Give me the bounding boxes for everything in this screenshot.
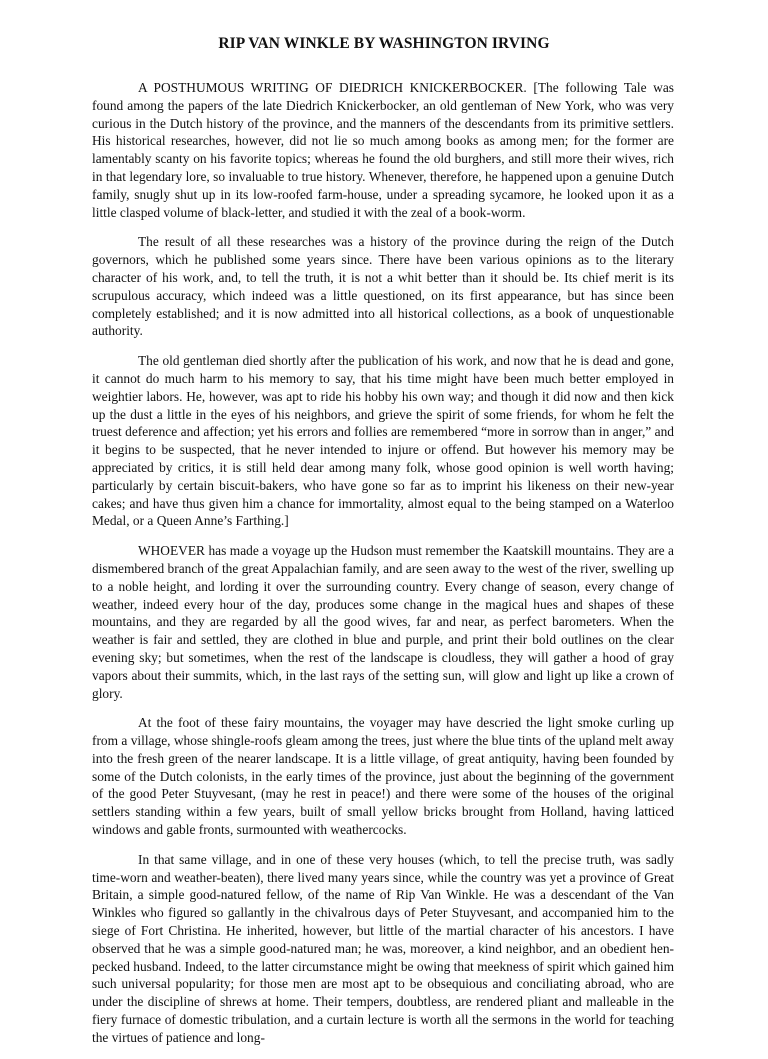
paragraph-3: The old gentleman died shortly after the publication of his work, and now that he is dead and gone, it cannot do much harm to his memory to say, that his time might have been much better employed in weightier labors. He, however, was apt to ride his hobby his own way; and though it did now and then kick up the dust a little in the eyes of his neighbors, and grieve the spirit of some friends, for whom he felt the truest deference and affection; yet his errors and follies are remembered “more in sorrow than in anger,” and it begins to be suspected, that he never intended to injure or offend. But however his memory may be appreciated by critics, it is still held dear among many folk, whose good opinion is well worth having; particularly by certain biscuit-bakers, who have gone so far as to imprint his likeness on their new-year cakes; and have thus given him a chance for immortality, almost equal to the being stamped on a Waterloo Medal, or a Queen Anne’s Farthing.] [92, 353, 674, 529]
paragraph-6: In that same village, and in one of these very houses (which, to tell the precise truth, was sadly time-worn and weather-beaten), there lived many years since, while the country was yet a province of Great Britain, a simple good-natured fellow, of the name of Rip Van Winkle. He was a descendant of the Van Winkles who figured so gallantly in the chivalrous days of Peter Stuyvesant, and accompanied him to the siege of Fort Christina. He inherited, however, but little of the martial character of his ancestors. I have observed that he was a simple good-natured man; he was, moreover, a kind neighbor, and an obedient hen-pecked husband. Indeed, to the latter circumstance might be owing that meekness of spirit which gained him such universal popularity; for those men are most apt to be obsequious and conciliating abroad, who are under the discipline of shrews at home. Their tempers, doubtless, are rendered pliant and malleable in the fiery furnace of domestic tribulation, and a curtain lecture is worth all the sermons in the world for teaching the virtues of patience and long- [92, 851, 674, 1045]
paragraph-2: The result of all these researches was a history of the province during the reign of the Dutch governors, which he published some years since. There have been various opinions as to the literary character of his work, and, to tell the truth, it is not a whit better than it should be. Its chief merit is its scrupulous accuracy, which indeed was a little questioned, on its first appearance, but has since been completely established; and it is now admitted into all historical collections, as a book of unquestionable authority. [92, 234, 674, 339]
paragraph-4: WHOEVER has made a voyage up the Hudson must remember the Kaatskill mountains. They are a dismembered branch of the great Appalachian family, and are seen away to the west of the river, swelling up to a noble height, and lording it over the surrounding country. Every change of season, every change of weather, indeed every hour of the day, produces some change in the magical hues and shapes of these mountains, and they are regarded by all the good wives, far and near, as perfect barometers. When the weather is fair and settled, they are clothed in blue and purple, and print their bold outlines on the clear evening sky; but sometimes, when the rest of the landscape is cloudless, they will gather a hood of gray vapors about their summits, which, in the last rays of the setting sun, will glow and light up like a crown of glory. [92, 543, 674, 701]
document-body [92, 79, 674, 1059]
paragraph-1: A POSTHUMOUS WRITING OF DIEDRICH KNICKERBOCKER. [The following Tale was found among the papers of the late Diedrich Knickerbocker, an old gentleman of New York, who was very curious in the Dutch history of the province, and the manners of the descendants from its primitive settlers. His historical researches, however, did not lie so much among books as among men; for the former are lamentably scanty on his favorite topics; whereas he found the old burghers, and still more their wives, rich in that legendary lore, so invaluable to true history. Whenever, therefore, he happened upon a genuine Dutch family, snugly shut up in its low-roofed farm-house, under a spreading sycamore, he looked upon it as a little clasped volume of black-letter, and studied it with the zeal of a book-worm. [92, 80, 674, 220]
document-title: RIP VAN WINKLE BY WASHINGTON IRVING [218, 35, 550, 52]
paragraph-5: At the foot of these fairy mountains, the voyager may have descried the light smoke curling up from a village, whose shingle-roofs gleam among the trees, just where the blue tints of the upland melt away into the fresh green of the nearer landscape. It is a little village, of great antiquity, having been founded by some of the Dutch colonists, in the early times of the province, just about the beginning of the government of the good Peter Stuyvesant, (may he rest in peace!) and there were some of the houses of the original settlers standing within a few years, built of small yellow bricks brought from Holland, having latticed windows and gable fronts, surmounted with weathercocks. [92, 715, 674, 838]
